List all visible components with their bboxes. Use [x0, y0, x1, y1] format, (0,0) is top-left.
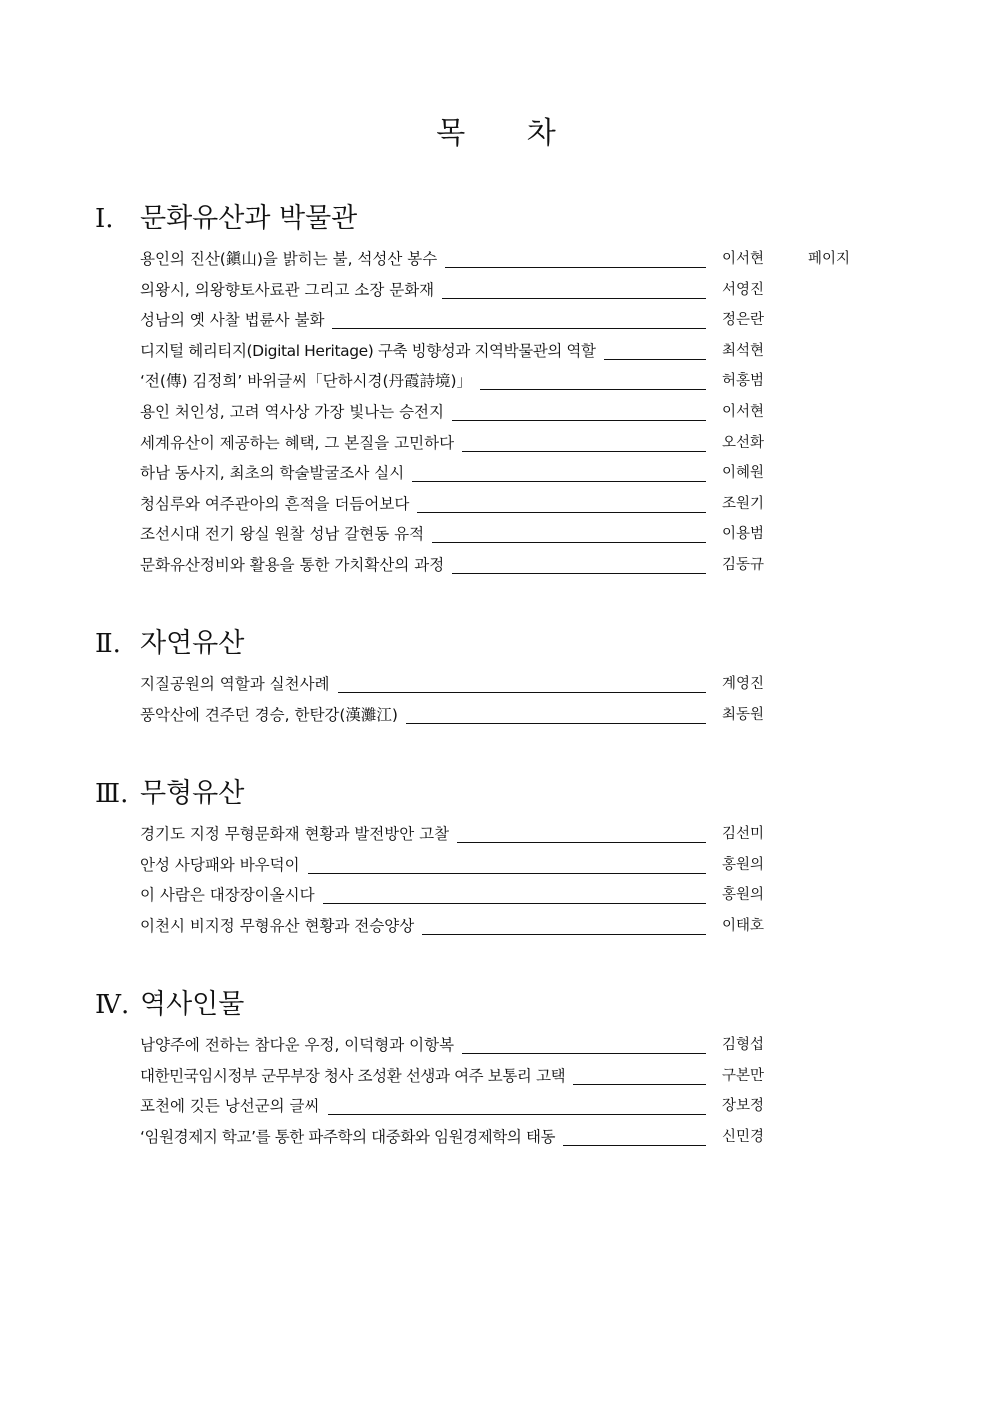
entry-title: 풍악산에 견주던 경승, 한탄강(漢灘江) — [140, 705, 398, 724]
entry-title: 이천시 비지정 무형유산 현황과 전승양상 — [140, 916, 415, 935]
leader-line — [452, 404, 706, 421]
toc-entry[interactable] — [140, 915, 860, 946]
entry-title: 포천에 깃든 낭선군의 글씨 — [140, 1097, 320, 1116]
entry-title: ‘전(傳) 김정희’ 바위글씨「단하시경(丹霞詩境)」 — [140, 372, 473, 391]
leader-line — [332, 312, 706, 329]
leader-line — [323, 887, 706, 904]
entry-author: 서영진 — [722, 281, 765, 298]
section-numeral: Ⅲ. — [95, 779, 129, 809]
section-title: 무형유산 — [140, 778, 245, 809]
entry-author: 이서현 — [722, 403, 765, 420]
leader-line — [308, 857, 706, 874]
entry-author: 홍원의 — [722, 856, 765, 873]
section-heading — [95, 982, 244, 1022]
entry-title: 문화유산정비와 활용을 통한 가치확산의 과정 — [140, 555, 445, 574]
entry-author: 오선화 — [722, 434, 765, 451]
leader-line — [457, 826, 706, 843]
leader-line — [417, 496, 706, 513]
toc-entry[interactable] — [140, 340, 860, 371]
entry-title: 하남 동사지, 최초의 학술발굴조사 실시 — [140, 464, 405, 483]
entry-list — [140, 1034, 860, 1156]
section-heading — [95, 196, 357, 236]
entry-title: 용인 처인성, 고려 역사상 가장 빛나는 승전지 — [140, 402, 445, 421]
leader-line — [442, 282, 706, 299]
page-title: 목 차 — [436, 116, 582, 151]
entry-author: 신민경 — [722, 1128, 765, 1145]
entry-author: 이용범 — [722, 526, 765, 543]
entry-author: 김동규 — [722, 556, 765, 573]
leader-line — [480, 373, 706, 390]
toc-entry[interactable] — [140, 248, 860, 279]
entry-author: 허홍범 — [722, 373, 765, 390]
page-column-label: 페이지 — [808, 251, 851, 267]
toc-entry[interactable] — [140, 554, 860, 585]
toc-entry[interactable] — [140, 493, 860, 524]
section-heading — [95, 621, 244, 661]
entry-title: 의왕시, 의왕향토사료관 그리고 소장 문화재 — [140, 280, 435, 299]
entry-author: 홍원의 — [722, 887, 765, 904]
leader-line — [604, 343, 706, 360]
entry-title: 성남의 옛 사찰 법륜사 불화 — [140, 311, 325, 330]
leader-line — [422, 918, 706, 935]
toc-entry[interactable] — [140, 704, 860, 735]
section-title: 문화유산과 박물관 — [140, 203, 358, 234]
entry-author: 김선미 — [722, 826, 765, 842]
entry-author: 최석현 — [722, 342, 765, 359]
toc-entry[interactable] — [140, 462, 860, 493]
entry-title: 대한민국임시정부 군무부장 청사 조성환 선생과 여주 보통리 고택 — [140, 1066, 566, 1085]
leader-line — [412, 465, 706, 482]
entry-author: 이태호 — [722, 917, 765, 934]
toc-entry[interactable] — [140, 309, 860, 340]
entry-list — [140, 823, 860, 945]
entry-title: 안성 사당패와 바우덕이 — [140, 855, 300, 874]
section-numeral: Ⅰ. — [95, 204, 114, 234]
section-title: 자연유산 — [140, 628, 245, 659]
toc-entry[interactable] — [140, 279, 860, 310]
entry-title: ‘임원경제지 학교’를 통한 파주학의 대중화와 임원경제학의 태동 — [140, 1127, 556, 1146]
leader-line — [338, 676, 706, 693]
section-title: 역사인물 — [140, 989, 245, 1020]
toc-entry[interactable] — [140, 1034, 860, 1065]
entry-list — [140, 248, 860, 585]
leader-line — [328, 1098, 707, 1115]
toc-entry[interactable] — [140, 854, 860, 885]
entry-author: 이서현 — [722, 251, 765, 267]
entry-author: 구본만 — [722, 1067, 765, 1084]
entry-author: 정은란 — [722, 312, 765, 329]
entry-title: 세계유산이 제공하는 혜택, 그 본질을 고민하다 — [140, 433, 455, 452]
entry-author: 조원기 — [722, 495, 765, 512]
entry-author: 김형섭 — [722, 1037, 765, 1053]
leader-line — [563, 1129, 706, 1146]
entry-title: 디지털 헤리티지(Digital Heritage) 구축 빙향성과 지역박물관의 역할 — [140, 341, 596, 360]
leader-line — [406, 707, 706, 724]
entry-title: 경기도 지정 무형문화재 현황과 발전방안 고찰 — [140, 825, 450, 843]
leader-line — [462, 1037, 706, 1054]
leader-line — [573, 1068, 706, 1085]
toc-entry[interactable] — [140, 401, 860, 432]
entry-title: 조선시대 전기 왕실 원찰 성남 갈현동 유적 — [140, 525, 425, 544]
entry-title: 청심루와 여주관아의 흔적을 더듬어보다 — [140, 494, 410, 513]
entry-author: 이혜원 — [722, 465, 765, 482]
toc-entry[interactable] — [140, 523, 860, 554]
leader-line — [445, 251, 706, 268]
toc-entry[interactable] — [140, 1126, 860, 1157]
toc-entry[interactable] — [140, 1065, 860, 1096]
section-heading — [95, 771, 244, 811]
toc-entry[interactable] — [140, 673, 860, 704]
entry-list — [140, 673, 860, 734]
toc-entry[interactable] — [140, 823, 860, 854]
toc-entry[interactable] — [140, 884, 860, 915]
entry-author: 장보정 — [722, 1098, 765, 1115]
toc-entry[interactable] — [140, 1095, 860, 1126]
section-numeral: Ⅳ. — [95, 990, 130, 1020]
leader-line — [432, 526, 706, 543]
entry-title: 남양주에 전하는 참다운 우정, 이덕형과 이항복 — [140, 1036, 455, 1054]
entry-author: 최동원 — [722, 706, 765, 723]
entry-title: 이 사람은 대장장이올시다 — [140, 886, 315, 905]
leader-line — [462, 435, 706, 452]
toc-entry[interactable] — [140, 370, 860, 401]
entry-author: 계영진 — [722, 676, 765, 692]
section-numeral: Ⅱ. — [95, 629, 121, 659]
entry-title: 지질공원의 역할과 실천사례 — [140, 675, 330, 693]
toc-entry[interactable] — [140, 432, 860, 463]
entry-title: 용인의 진산(鎭山)을 밝히는 불, 석성산 봉수 — [140, 250, 438, 268]
leader-line — [452, 557, 706, 574]
